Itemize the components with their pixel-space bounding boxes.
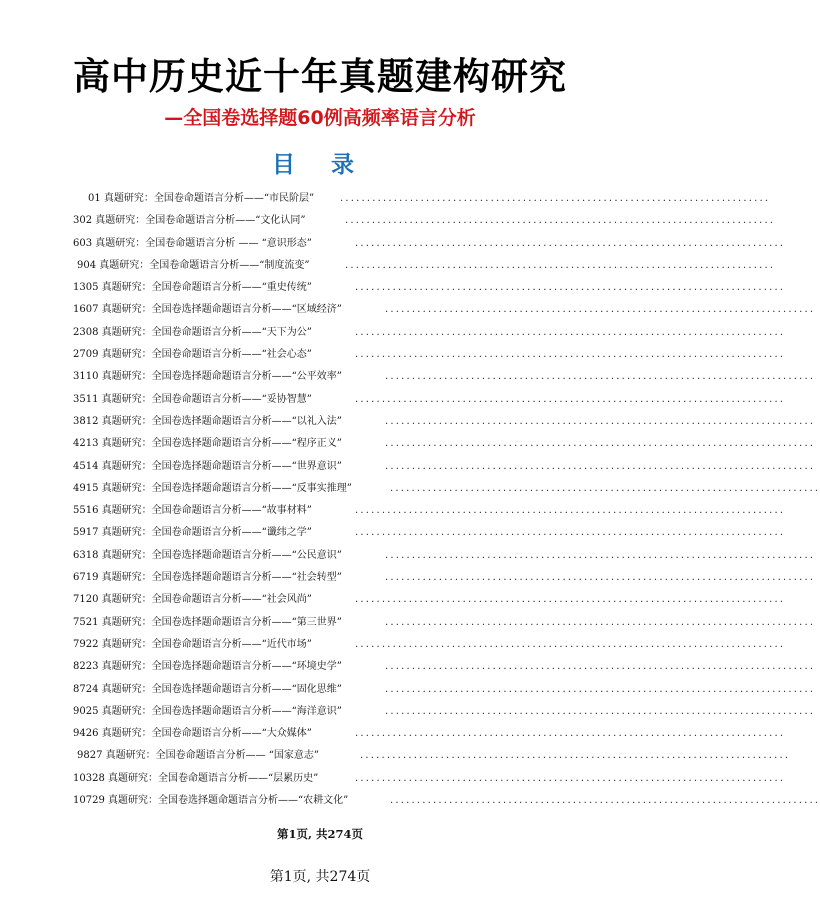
toc-entry-text: 8724 真题研究：全国卷选择题命题语言分析——“固化思维” bbox=[73, 683, 342, 695]
toc-entry[interactable] bbox=[0, 612, 816, 634]
toc-entry[interactable] bbox=[0, 366, 816, 388]
document-subtitle: —全国卷选择题60例高频率语言分析 bbox=[164, 107, 476, 129]
toc-leader-dots: ................................................................................ bbox=[390, 795, 820, 807]
toc-entry-text: 7120 真题研究：全国卷命题语言分析——“社会风尚” bbox=[73, 594, 312, 606]
toc-entry[interactable] bbox=[0, 768, 786, 790]
toc-leader-dots: ................................................................................ bbox=[355, 326, 786, 338]
toc-entry-text: 2709 真题研究：全国卷命题语言分析——“社会心态” bbox=[73, 349, 312, 361]
toc-heading: 目 录 bbox=[271, 152, 368, 178]
toc-leader-dots: ................................................................................ bbox=[345, 259, 776, 271]
toc-leader-dots: ................................................................................ bbox=[385, 438, 816, 450]
toc-leader-dots: ................................................................................ bbox=[385, 460, 816, 472]
toc-leader-dots: ................................................................................ bbox=[355, 728, 786, 740]
toc-entry-text: 4213 真题研究：全国卷选择题命题语言分析——“程序正义” bbox=[73, 438, 342, 450]
toc-entry-text: 302 真题研究：全国卷命题语言分析——“文化认同” bbox=[73, 215, 306, 227]
toc-entry-text: 4915 真题研究：全国卷选择题命题语言分析——“反事实推理” bbox=[73, 482, 352, 494]
toc-entry-text: 6318 真题研究：全国卷选择题命题语言分析——“公民意识” bbox=[73, 549, 342, 561]
toc-entry-text: 9827 真题研究：全国卷命题语言分析—— “国家意志” bbox=[77, 750, 320, 762]
document-title: 高中历史近十年真题建构研究 bbox=[73, 54, 567, 98]
toc-entry[interactable] bbox=[0, 701, 816, 723]
toc-entry[interactable] bbox=[0, 589, 786, 611]
toc-entry-text: 5516 真题研究：全国卷命题语言分析——“故事材料” bbox=[73, 505, 312, 517]
toc-entry[interactable] bbox=[0, 745, 791, 767]
table-of-contents bbox=[0, 188, 820, 812]
toc-entry-text: 1607 真题研究：全国卷选择题命题语言分析——“区域经济” bbox=[73, 304, 342, 316]
toc-entry-text: 2308 真题研究：全国卷命题语言分析——“天下为公” bbox=[73, 326, 312, 338]
toc-entry-text: 1305 真题研究：全国卷命题语言分析——“重史传统” bbox=[73, 282, 312, 294]
toc-entry-text: 3511 真题研究：全国卷命题语言分析——“妥协智慧” bbox=[73, 393, 312, 405]
toc-entry-text: 603 真题研究：全国卷命题语言分析 —— “意识形态” bbox=[73, 237, 312, 249]
toc-leader-dots: ................................................................................ bbox=[355, 594, 786, 606]
toc-entry[interactable] bbox=[0, 790, 820, 812]
toc-entry-text: 01 真题研究：全国卷命题语言分析——“市民阶层” bbox=[88, 193, 315, 204]
toc-leader-dots: ................................................................................ bbox=[355, 638, 786, 650]
toc-entry[interactable] bbox=[0, 500, 786, 522]
toc-leader-dots: ................................................................................ bbox=[355, 772, 786, 784]
toc-entry[interactable] bbox=[0, 210, 776, 232]
toc-leader-dots: ................................................................................ bbox=[340, 193, 771, 204]
toc-entry-text: 4514 真题研究：全国卷选择题命题语言分析——“世界意识” bbox=[73, 460, 342, 472]
toc-entry[interactable] bbox=[0, 277, 786, 299]
toc-entry-text: 7922 真题研究：全国卷命题语言分析——“近代市场” bbox=[73, 638, 312, 650]
toc-leader-dots: ................................................................................ bbox=[360, 750, 791, 762]
page-footer: 第1页, 共274页 bbox=[269, 869, 371, 885]
toc-entry-text: 8223 真题研究：全国卷选择题命题语言分析——“环境史学” bbox=[73, 661, 342, 673]
toc-leader-dots: ................................................................................ bbox=[385, 304, 816, 316]
toc-entry-text: 9025 真题研究：全国卷选择题命题语言分析——“海洋意识” bbox=[73, 705, 342, 717]
toc-entry[interactable] bbox=[0, 522, 786, 544]
toc-leader-dots: ................................................................................ bbox=[355, 349, 786, 361]
toc-entry-text: 3110 真题研究：全国卷选择题命题语言分析——“公平效率” bbox=[73, 371, 342, 383]
toc-entry-text: 7521 真题研究：全国卷选择题命题语言分析——“第三世界” bbox=[73, 616, 342, 628]
toc-leader-dots: ................................................................................ bbox=[385, 705, 816, 717]
toc-entry[interactable] bbox=[0, 567, 816, 589]
toc-entry[interactable] bbox=[0, 723, 786, 745]
toc-leader-dots: ................................................................................ bbox=[390, 482, 820, 494]
toc-leader-dots: ................................................................................ bbox=[385, 549, 816, 561]
toc-entry-text: 6719 真题研究：全国卷选择题命题语言分析——“社会转型” bbox=[73, 572, 342, 584]
toc-entry[interactable] bbox=[0, 478, 820, 500]
toc-entry[interactable] bbox=[0, 433, 816, 455]
toc-leader-dots: ................................................................................ bbox=[385, 661, 816, 673]
toc-leader-dots: ................................................................................ bbox=[355, 505, 786, 517]
toc-entry[interactable] bbox=[0, 411, 816, 433]
toc-entry-text: 10729 真题研究：全国卷选择题命题语言分析——“农耕文化” bbox=[73, 795, 349, 807]
toc-entry[interactable] bbox=[0, 233, 786, 255]
toc-entry-text: 10328 真题研究：全国卷命题语言分析——“层累历史” bbox=[73, 772, 319, 784]
toc-leader-dots: ................................................................................ bbox=[385, 415, 816, 427]
toc-leader-dots: ................................................................................ bbox=[385, 572, 816, 584]
toc-entry-text: 9426 真题研究：全国卷命题语言分析——“大众媒体” bbox=[73, 728, 312, 740]
toc-leader-dots: ................................................................................ bbox=[385, 371, 816, 383]
toc-entry[interactable] bbox=[0, 679, 816, 701]
toc-leader-dots: ................................................................................ bbox=[345, 215, 776, 227]
toc-entry[interactable] bbox=[0, 634, 786, 656]
toc-entry[interactable] bbox=[0, 344, 786, 366]
toc-leader-dots: ................................................................................ bbox=[355, 393, 786, 405]
toc-leader-dots: ................................................................................ bbox=[385, 616, 816, 628]
toc-entry[interactable] bbox=[0, 255, 776, 277]
toc-entry-text: 904 真题研究：全国卷命题语言分析——“制度流变” bbox=[77, 259, 310, 271]
toc-leader-dots: ................................................................................ bbox=[355, 282, 786, 294]
toc-leader-dots: ................................................................................ bbox=[355, 527, 786, 539]
toc-entry[interactable] bbox=[0, 299, 816, 321]
toc-entry[interactable] bbox=[0, 456, 816, 478]
toc-leader-dots: ................................................................................ bbox=[385, 683, 816, 695]
toc-entry[interactable] bbox=[0, 656, 816, 678]
toc-entry-text: 3812 真题研究：全国卷选择题命题语言分析——“以礼入法” bbox=[73, 415, 342, 427]
toc-leader-dots: ................................................................................ bbox=[355, 237, 786, 249]
toc-entry[interactable] bbox=[0, 322, 786, 344]
toc-entry[interactable] bbox=[0, 389, 786, 411]
toc-entry[interactable] bbox=[0, 188, 771, 210]
toc-entry[interactable] bbox=[0, 545, 816, 567]
toc-entry-text: 5917 真题研究：全国卷命题语言分析——“谶纬之学” bbox=[73, 527, 312, 539]
page-number-note: 第1页, 共274页 bbox=[276, 827, 363, 841]
